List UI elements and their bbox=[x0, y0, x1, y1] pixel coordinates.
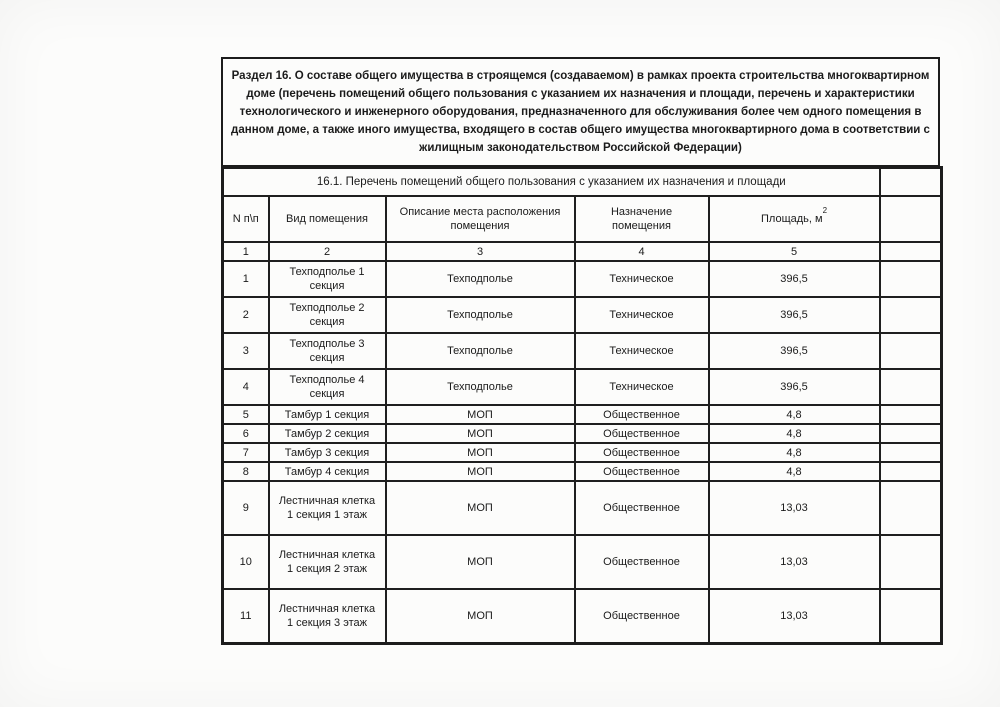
cell-area: 4,8 bbox=[709, 462, 880, 481]
table-row bbox=[223, 333, 942, 369]
empty-cell bbox=[880, 168, 942, 197]
table-row bbox=[223, 535, 942, 589]
cell-num: 11 bbox=[223, 589, 269, 644]
cell-num: 1 bbox=[223, 261, 269, 297]
cell-type: Техподполье 4 секция bbox=[269, 369, 386, 405]
cell-area: 4,8 bbox=[709, 424, 880, 443]
cell-purpose: Общественное bbox=[575, 462, 709, 481]
col-header-purpose: Назначение помещения bbox=[575, 196, 709, 242]
premises-table bbox=[221, 166, 943, 645]
empty-cell bbox=[880, 196, 942, 242]
cell-area: 396,5 bbox=[709, 261, 880, 297]
cell-area: 396,5 bbox=[709, 333, 880, 369]
empty-cell bbox=[880, 481, 942, 535]
column-header-row bbox=[223, 196, 942, 242]
empty-cell bbox=[880, 369, 942, 405]
cell-type: Техподполье 2 секция bbox=[269, 297, 386, 333]
col-number: 2 bbox=[269, 242, 386, 261]
cell-location: МОП bbox=[386, 443, 575, 462]
cell-location: МОП bbox=[386, 462, 575, 481]
table-row bbox=[223, 481, 942, 535]
cell-purpose: Техническое bbox=[575, 261, 709, 297]
cell-type: Лестничная клетка 1 секция 1 этаж bbox=[269, 481, 386, 535]
empty-cell bbox=[880, 589, 942, 644]
empty-cell bbox=[880, 462, 942, 481]
cell-location: МОП bbox=[386, 405, 575, 424]
subsection-title-row bbox=[223, 168, 942, 197]
column-number-row bbox=[223, 242, 942, 261]
cell-area: 4,8 bbox=[709, 443, 880, 462]
cell-num: 9 bbox=[223, 481, 269, 535]
cell-type: Тамбур 1 секция bbox=[269, 405, 386, 424]
cell-location: Техподполье bbox=[386, 297, 575, 333]
cell-area: 4,8 bbox=[709, 405, 880, 424]
cell-num: 5 bbox=[223, 405, 269, 424]
cell-type: Лестничная клетка 1 секция 2 этаж bbox=[269, 535, 386, 589]
cell-num: 4 bbox=[223, 369, 269, 405]
cell-location: Техподполье bbox=[386, 369, 575, 405]
cell-purpose: Техническое bbox=[575, 297, 709, 333]
empty-cell bbox=[880, 405, 942, 424]
table-row bbox=[223, 462, 942, 481]
cell-purpose: Общественное bbox=[575, 443, 709, 462]
table-row bbox=[223, 424, 942, 443]
cell-num: 8 bbox=[223, 462, 269, 481]
empty-cell bbox=[880, 535, 942, 589]
col-number: 1 bbox=[223, 242, 269, 261]
cell-area: 13,03 bbox=[709, 535, 880, 589]
cell-area: 13,03 bbox=[709, 481, 880, 535]
empty-cell bbox=[880, 333, 942, 369]
cell-num: 2 bbox=[223, 297, 269, 333]
cell-location: МОП bbox=[386, 535, 575, 589]
table-row bbox=[223, 589, 942, 644]
col-number: 4 bbox=[575, 242, 709, 261]
area-superscript: 2 bbox=[822, 206, 828, 216]
section-16-title bbox=[221, 57, 940, 167]
table-row bbox=[223, 405, 942, 424]
col-header-num: N п\п bbox=[223, 196, 269, 242]
col-header-area: Площадь, $м^2$ bbox=[709, 196, 880, 242]
cell-purpose: Техническое bbox=[575, 369, 709, 405]
cell-purpose: Техническое bbox=[575, 333, 709, 369]
cell-location: МОП bbox=[386, 589, 575, 644]
cell-purpose: Общественное bbox=[575, 535, 709, 589]
cell-type: Тамбур 4 секция bbox=[269, 462, 386, 481]
empty-cell bbox=[880, 424, 942, 443]
table-row bbox=[223, 297, 942, 333]
col-number: 5 bbox=[709, 242, 880, 261]
cell-area: 396,5 bbox=[709, 369, 880, 405]
cell-type: Лестничная клетка 1 секция 3 этаж bbox=[269, 589, 386, 644]
col-header-location: Описание места расположения помещения bbox=[386, 196, 575, 242]
cell-area: 396,5 bbox=[709, 297, 880, 333]
empty-cell bbox=[880, 261, 942, 297]
col-number: 3 bbox=[386, 242, 575, 261]
cell-type: Техподполье 3 секция bbox=[269, 333, 386, 369]
cell-purpose: Общественное bbox=[575, 589, 709, 644]
table-row bbox=[223, 369, 942, 405]
cell-purpose: Общественное bbox=[575, 424, 709, 443]
cell-location: МОП bbox=[386, 424, 575, 443]
cell-location: Техподполье bbox=[386, 333, 575, 369]
cell-purpose: Общественное bbox=[575, 405, 709, 424]
cell-type: Тамбур 3 секция bbox=[269, 443, 386, 462]
cell-location: Техподполье bbox=[386, 261, 575, 297]
cell-num: 6 bbox=[223, 424, 269, 443]
table-row bbox=[223, 261, 942, 297]
cell-location: МОП bbox=[386, 481, 575, 535]
cell-area: 13,03 bbox=[709, 589, 880, 644]
cell-num: 10 bbox=[223, 535, 269, 589]
subsection-title: 16.1. Перечень помещений общего пользования с указанием их назначения и площади bbox=[223, 168, 880, 197]
cell-type: Тамбур 2 секция bbox=[269, 424, 386, 443]
empty-cell bbox=[880, 297, 942, 333]
section-16-title-text: Раздел 16. О составе общего имущества в строящемся (создаваемом) в рамках проекта строительства многоквартирном доме (перечень помещений общего пользования с указанием их назначения и площади, перечень и характеристики технологического и инженерного оборудования, предназначенного для обслуживания более чем одного помещения в данном доме, а также иного имущества, входящего в состав общего имущества многоквартирного дома в соответствии с жилищным законодательством Российской Федерации) bbox=[231, 70, 930, 154]
empty-cell bbox=[880, 242, 942, 261]
cell-purpose: Общественное bbox=[575, 481, 709, 535]
cell-num: 7 bbox=[223, 443, 269, 462]
empty-cell bbox=[880, 443, 942, 462]
cell-type: Техподполье 1 секция bbox=[269, 261, 386, 297]
table-row bbox=[223, 443, 942, 462]
cell-num: 3 bbox=[223, 333, 269, 369]
col-header-type: Вид помещения bbox=[269, 196, 386, 242]
